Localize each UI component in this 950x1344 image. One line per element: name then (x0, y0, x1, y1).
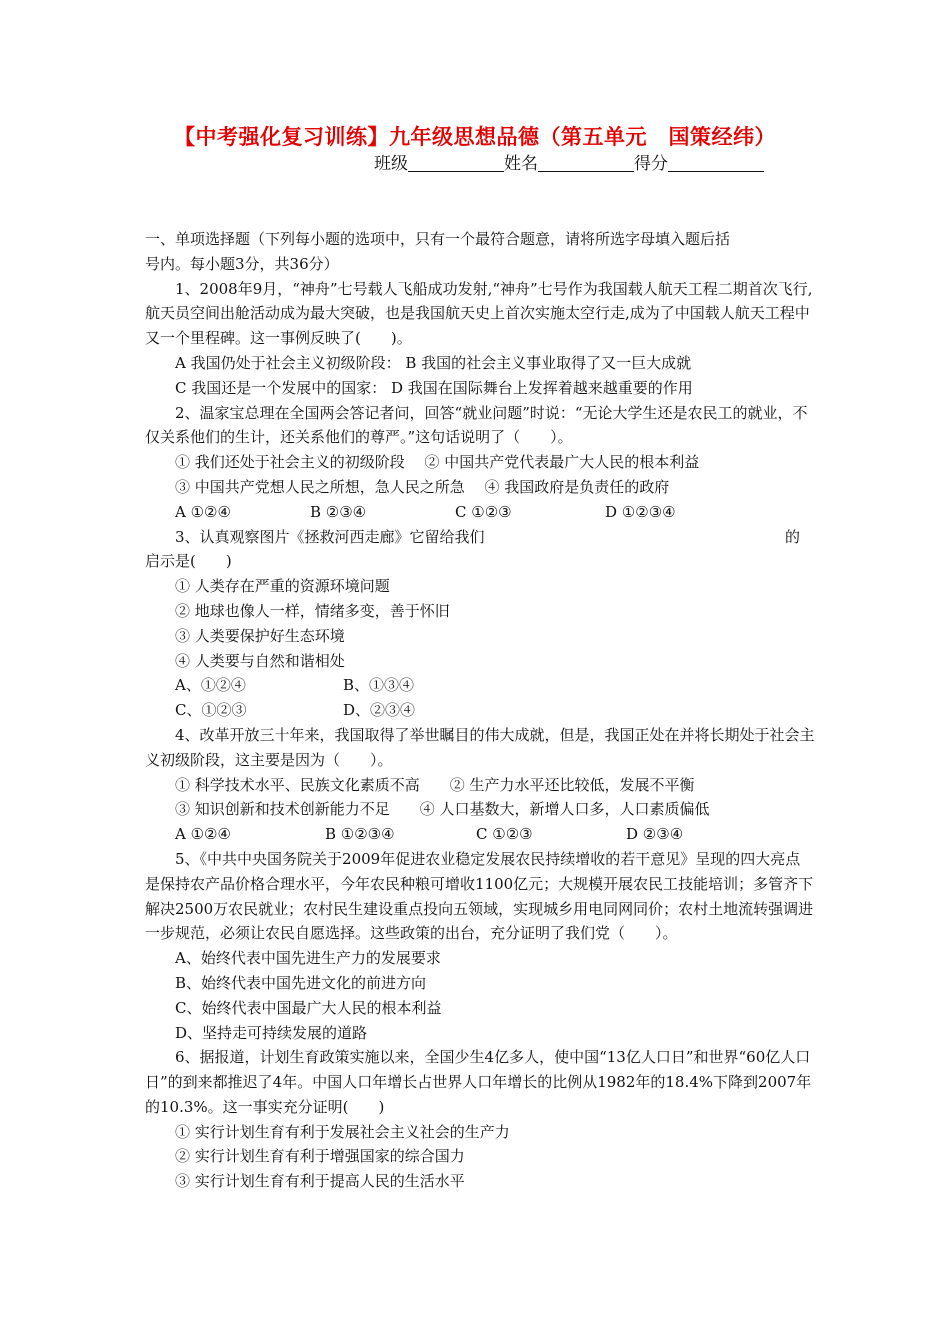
choice-d: D ②③④ (626, 825, 684, 844)
choice-a: A ①②④ (175, 502, 231, 521)
question-6-stem: 6、据报道，计划生育政策实施以来，全国少生4亿多人，使中国“13亿人口日”和世界“60亿人口日”的到来都推迟了4年。中国人口年增长占世界人口年增长的比例从1982年的18.4%下降到2007年的10.3%。这一事实充分证明( ) (145, 1048, 812, 1116)
question-4-items-12: ① 科学技术水平、民族文化素质不高 ② 生产力水平还比较低，发展不平衡 (175, 775, 695, 794)
question-2-choices (145, 500, 815, 525)
class-blank[interactable] (408, 153, 504, 172)
question-3-stem-end: 的 (784, 527, 800, 546)
question-6-item-1: ① 实行计划生育有利于发展社会主义社会的生产力 (175, 1122, 510, 1141)
question-4-stem: 4、改革开放三十年来，我国取得了举世瞩目的伟大成就，但是，我国正处在并将长期处于社会主义初级阶段，这主要是因为（ ）。 (145, 725, 815, 769)
question-3-stem (145, 525, 815, 550)
question-1-stem: 1、2008年9月，“神舟”七号载人飞船成功发射,“神舟”七号作为我国载人航天工程二期首次飞行,航天员空间出舱活动成为最大突破，也是我国航天史上首次实施太空行走,成为了中国载人航天工程中又一个里程碑。这一事例反映了( )。 (145, 279, 813, 348)
score-label: 得分 (634, 154, 668, 174)
question-2-items-12: ① 我们还处于社会主义的初级阶段 ② 中国共产党代表最广大人民的根本利益 (175, 453, 700, 472)
question-1-options-ab: A 我国仍处于社会主义初级阶段： B 我国的社会主义事业取得了又一巨大成就 (175, 353, 692, 372)
question-5-option-b: B、始终代表中国先进文化的前进方向 (175, 973, 427, 992)
question-3-stem-start: 3、认真观察图片《拯救河西走廊》它留给我们 (175, 527, 485, 546)
question-3-item-2: ② 地球也像人一样，情绪多变，善于怀旧 (175, 601, 450, 620)
question-5-option-c: C、始终代表中国最广大人民的根本利益 (175, 998, 442, 1017)
score-blank[interactable] (668, 153, 764, 172)
student-info-line (374, 149, 764, 174)
question-3-item-1: ① 人类存在严重的资源环境问题 (175, 577, 390, 596)
question-2-stem: 2、温家宝总理在全国两会答记者问，回答“就业问题”时说：“无论大学生还是农民工的就业，不仅关系他们的生计，还关系他们的尊严。”这句话说明了（ ）。 (145, 403, 808, 447)
question-6-item-2: ② 实行计划生育有利于增强国家的综合国力 (175, 1147, 465, 1166)
question-2-items-34: ③ 中国共产党想人民之所想，急人民之所急 ④ 我国政府是负责任的政府 (175, 477, 670, 496)
document-title: 【中考强化复习训练】九年级思想品德（第五单元 国策经纬） (174, 124, 776, 149)
question-3-choices-row1 (145, 673, 815, 698)
choice-b: B ②③④ (310, 502, 367, 521)
question-5-option-a: A、始终代表中国先进生产力的发展要求 (175, 949, 441, 968)
question-4-choices (145, 822, 815, 847)
class-label: 班级 (374, 154, 408, 174)
question-5-option-d: D、坚持走可持续发展的道路 (175, 1023, 368, 1042)
name-label: 姓名 (504, 154, 538, 174)
question-3-item-4: ④ 人类要与自然和谐相处 (175, 651, 345, 670)
choice-d: D ①②③④ (605, 502, 676, 521)
question-3-choices-row2 (145, 698, 815, 723)
choice-b: B、①③④ (343, 676, 415, 695)
choice-c: C ①②③ (476, 825, 533, 844)
choice-a: A ①②④ (175, 825, 231, 844)
choice-b: B ①②③④ (325, 825, 395, 844)
choice-a: A、①②④ (175, 676, 246, 695)
question-1-options-cd: C 我国还是一个发展中的国家： D 我国在国际舞台上发挥着越来越重要的作用 (175, 378, 693, 397)
choice-c: C、①②③ (175, 701, 247, 720)
choice-c: C ①②③ (455, 502, 512, 521)
question-section (145, 227, 815, 1194)
question-6-item-3: ③ 实行计划生育有利于提高人民的生活水平 (175, 1172, 465, 1191)
section-heading-line1: 一、单项选择题（下列每小题的选项中，只有一个最符合题意，请将所选字母填入题后括 (145, 230, 731, 248)
question-4-items-34: ③ 知识创新和技术创新能力不足 ④ 人口基数大，新增人口多，人口素质偏低 (175, 800, 710, 819)
choice-d: D、②③④ (343, 701, 416, 720)
section-heading-line2: 号内。每小题3分，共36分） (145, 254, 339, 273)
name-blank[interactable] (538, 153, 634, 172)
question-3-stem-line2: 启示是( ) (145, 552, 232, 571)
question-3-item-3: ③ 人类要保护好生态环境 (175, 626, 345, 645)
question-5-stem: 5、《中共中央国务院关于2009年促进农业稳定发展农民持续增收的若干意见》呈现的四大亮点是保持农产品价格合理水平，今年农民种粮可增收1100亿元；大规模开展农民工技能培训；多管齐下解决2500万农民就业；农村民生建设重点投向五领域，实现城乡用电同网同价；农村土地流转强调进一步规范，必须让农民自愿选择。这些政策的出台，充分证明了我们党（ ）。 (145, 849, 814, 943)
